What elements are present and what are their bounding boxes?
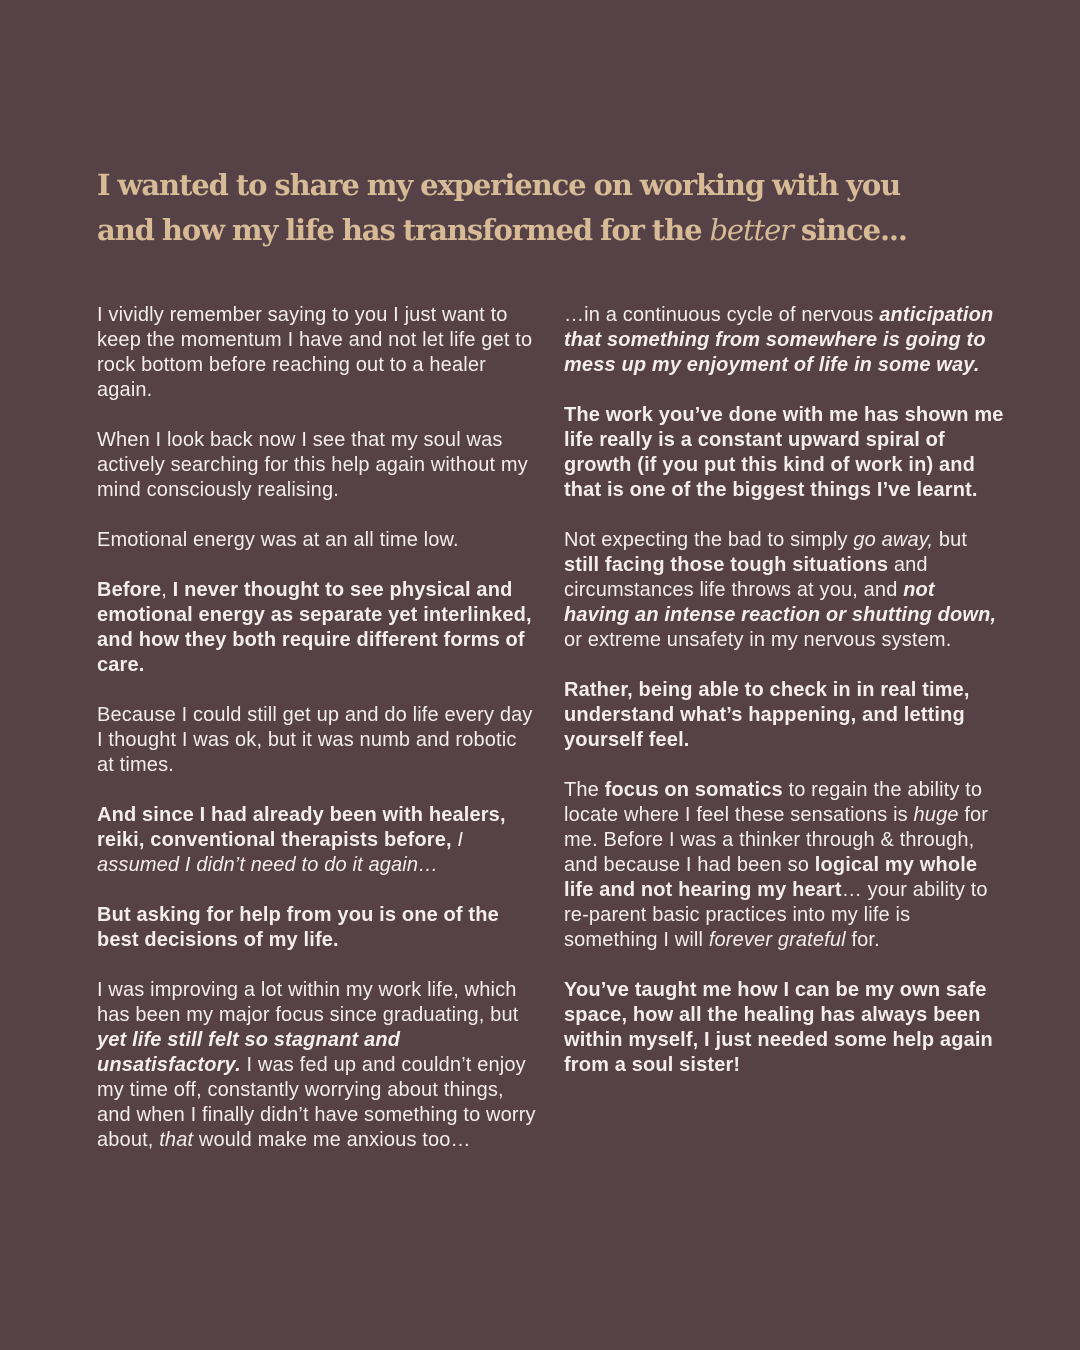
right-p6-bold: You’ve taught me how I can be my own safe space, how all the healing has always been within myself, I just needed some help again from a soul sister! bbox=[564, 979, 993, 1076]
left-column bbox=[97, 303, 537, 1178]
right-p2-bold: The work you’ve done with me has shown me life really is a constant upward spiral of growth (if you put this kind of work in) and that is one of the biggest things I’ve learnt. bbox=[564, 404, 1004, 501]
right-paragraph-4 bbox=[564, 678, 1004, 753]
left-p8-italic: that bbox=[159, 1129, 194, 1151]
right-paragraph-5 bbox=[564, 778, 1004, 953]
right-column bbox=[564, 303, 1004, 1103]
left-p4-bold-statement: I never thought to see physical and emotional energy as separate yet interlinked, and how they both require different forms of care. bbox=[97, 579, 532, 676]
left-p8-bold-italic: yet life still felt so stagnant and unsatisfactory. bbox=[97, 1029, 401, 1076]
right-p5-text-5: for. bbox=[845, 929, 880, 951]
right-p4-bold: Rather, being able to check in in real time, understand what’s happening, and letting yourself feel. bbox=[564, 679, 970, 751]
headline-line-2-end: since... bbox=[792, 213, 907, 247]
right-paragraph-3 bbox=[564, 528, 1004, 653]
left-paragraph-8 bbox=[97, 978, 537, 1153]
left-p8-text-3: would make me anxious too… bbox=[193, 1129, 471, 1151]
right-p5-italic-1: huge bbox=[913, 804, 959, 826]
right-p3-italic: go away, bbox=[853, 529, 934, 551]
left-p8-text-1: I was improving a lot within my work life, which has been my major focus since graduating, but bbox=[97, 979, 519, 1026]
left-paragraph-1: I vividly remember saying to you I just want to keep the momentum I have and not let life get to rock bottom before reaching out to a healer again. bbox=[97, 304, 533, 401]
right-paragraph-2 bbox=[564, 403, 1004, 503]
right-p5-bold-1: focus on somatics bbox=[604, 779, 783, 801]
headline-line-1: I wanted to share my experience on working with you bbox=[97, 168, 901, 202]
right-p5-text-3: for me. Before I was a thinker through & through, and because I had been so bbox=[564, 804, 989, 876]
left-p4-bold-before: Before bbox=[97, 579, 162, 601]
right-p5-bold-2: logical my whole life and not hearing my heart bbox=[564, 854, 978, 901]
headline bbox=[97, 163, 997, 253]
right-p3-text-4: or extreme unsafety in my nervous system. bbox=[564, 629, 952, 651]
right-paragraph-6 bbox=[564, 978, 1004, 1078]
left-p7-bold: But asking for help from you is one of the best decisions of my life. bbox=[97, 904, 499, 951]
right-p3-text-3: and circumstances life throws at you, and bbox=[564, 554, 928, 601]
right-p5-italic-2: forever grateful bbox=[708, 929, 846, 951]
left-paragraph-5: Because I could still get up and do life every day I thought I was ok, but it was numb and robotic at times. bbox=[97, 704, 533, 776]
left-p4-comma: , bbox=[161, 579, 173, 601]
left-paragraph-6 bbox=[97, 803, 537, 878]
right-p3-bold-italic: not having an intense reaction or shutting down, bbox=[564, 579, 997, 626]
left-paragraph-7 bbox=[97, 903, 537, 953]
headline-emphasis: better bbox=[709, 213, 793, 247]
left-p6-italic: I assumed I didn’t need to do it again… bbox=[97, 829, 464, 876]
left-p6-bold: And since I had already been with healers, reiki, conventional therapists before, bbox=[97, 804, 506, 851]
left-p8-text-2: I was fed up and couldn’t enjoy my time off, constantly worrying about things, and when I finally didn’t have something to worry about, bbox=[97, 1054, 536, 1151]
headline-line-2 bbox=[97, 208, 997, 253]
right-paragraph-1 bbox=[564, 303, 1004, 378]
right-p5-text-2: to regain the ability to locate where I feel these sensations is bbox=[564, 779, 983, 826]
right-p3-text-2: but bbox=[933, 529, 968, 551]
right-p1-text: …in a continuous cycle of nervous bbox=[564, 304, 880, 326]
right-p3-text-1: Not expecting the bad to simply bbox=[564, 529, 854, 551]
right-p1-bold-italic: anticipation that something from somewhere is going to mess up my enjoyment of life in some way. bbox=[564, 304, 994, 376]
right-p5-text-1: The bbox=[564, 779, 605, 801]
right-p5-text-4: … your ability to re-parent basic practices into my life is something I will bbox=[564, 879, 988, 951]
left-paragraph-2: When I look back now I see that my soul was actively searching for this help again without my mind consciously realising. bbox=[97, 429, 528, 501]
left-paragraph-3: Emotional energy was at an all time low. bbox=[97, 529, 459, 551]
headline-line-2-start: and how my life has transformed for the bbox=[97, 213, 710, 247]
left-paragraph-4 bbox=[97, 578, 537, 678]
right-p3-bold: still facing those tough situations bbox=[564, 554, 889, 576]
